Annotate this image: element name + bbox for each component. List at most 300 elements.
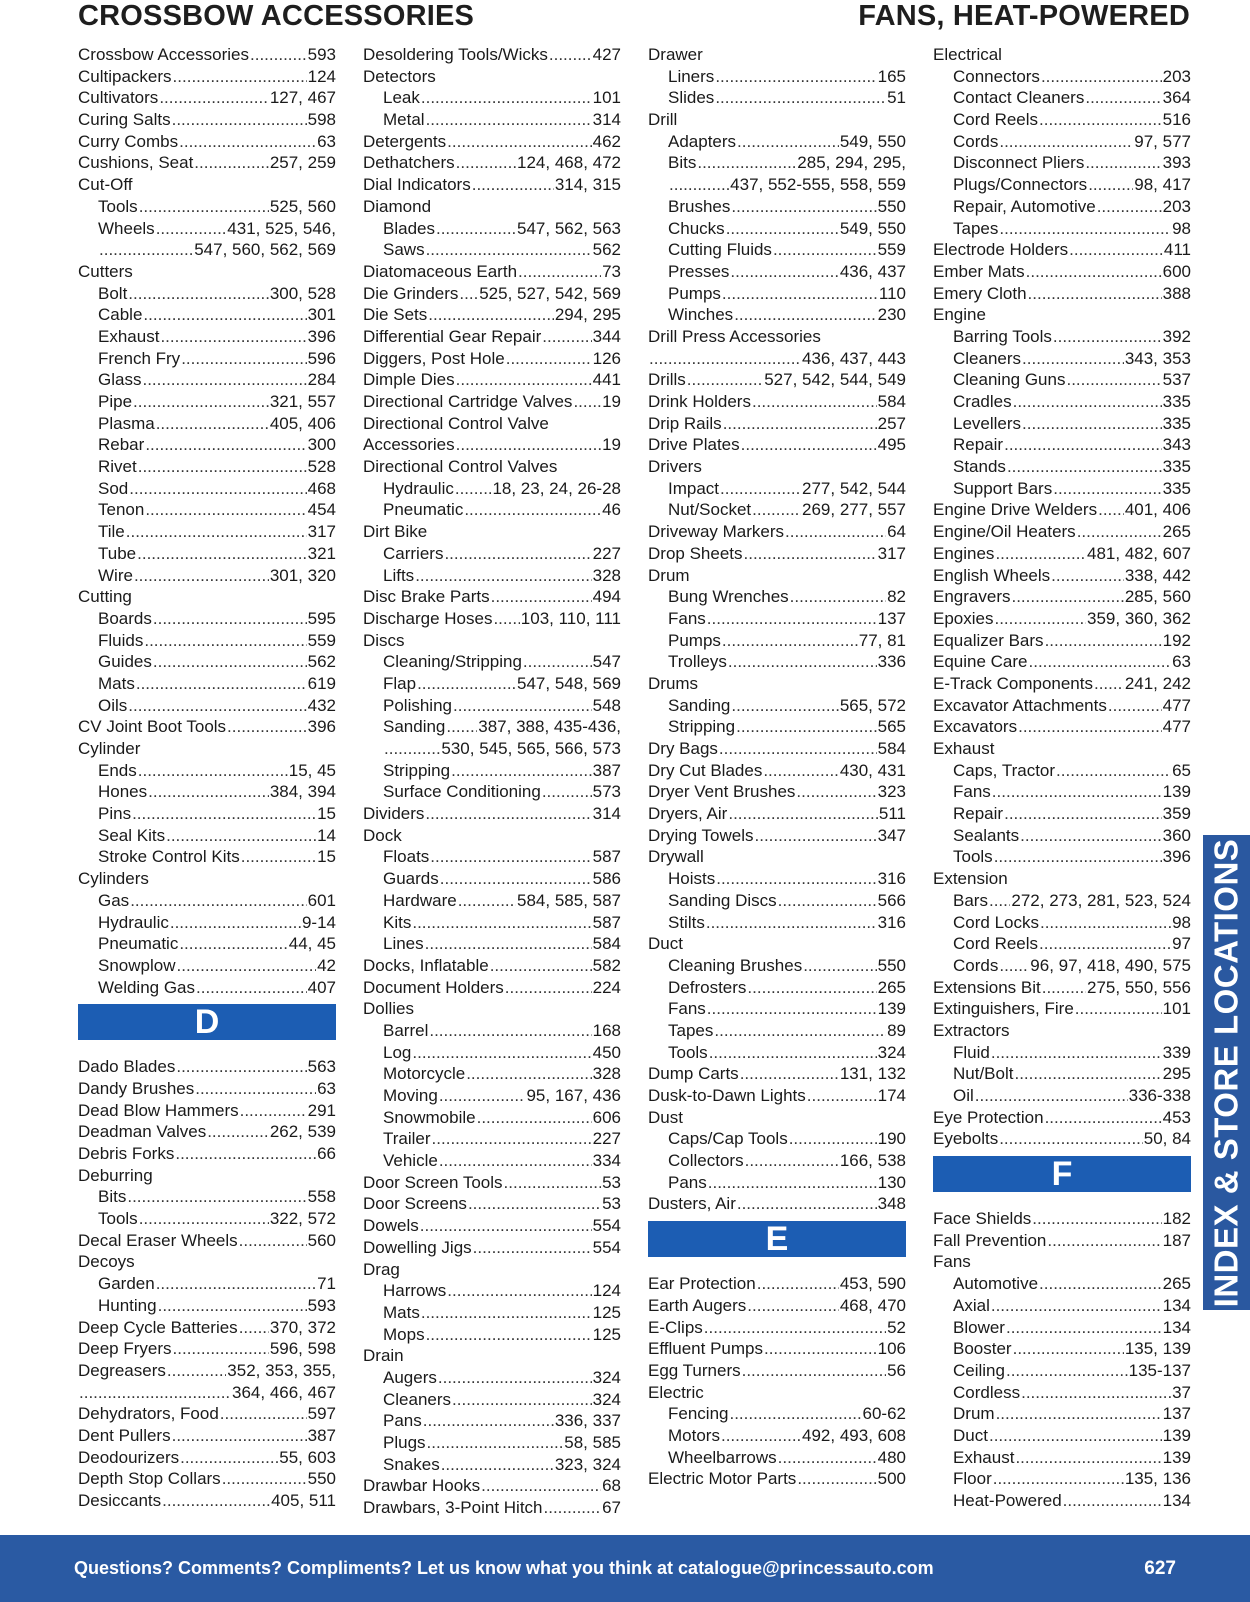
- dot-leader: [773, 239, 877, 261]
- page-references: 587: [592, 912, 621, 932]
- index-term: Cord Reels: [953, 110, 1039, 130]
- page-references: 89: [887, 1020, 906, 1040]
- index-subentry: [363, 87, 621, 109]
- dot-leader: [158, 1295, 307, 1317]
- index-subentry: [78, 1295, 336, 1317]
- dot-leader: [722, 630, 858, 652]
- index-entry: [78, 1165, 336, 1187]
- dot-leader: [179, 933, 287, 955]
- page-references: 359: [1162, 804, 1191, 824]
- index-subentry: [648, 651, 906, 673]
- page-references: 126: [592, 348, 621, 368]
- page-references: 516: [1162, 110, 1191, 130]
- dot-leader: [439, 1085, 526, 1107]
- index-term: Dryer Vent Brushes: [648, 782, 796, 802]
- index-term: Augers: [383, 1367, 437, 1387]
- index-term: Barring Tools: [953, 326, 1052, 346]
- index-term: Tools: [98, 196, 138, 216]
- dot-leader: [669, 174, 729, 196]
- index-subentry: [933, 478, 1191, 500]
- index-subentry: [933, 1468, 1191, 1490]
- index-entry: [648, 434, 906, 456]
- page-references: 481, 482, 607: [1087, 543, 1191, 563]
- page-references: 596: [307, 348, 336, 368]
- page-references: 587: [592, 847, 621, 867]
- index-entry: [933, 651, 1191, 673]
- index-subentry: [933, 1490, 1191, 1512]
- dot-leader: [1022, 348, 1124, 370]
- index-subentry: [648, 998, 906, 1020]
- index-entry: [648, 1107, 906, 1129]
- dot-leader: [207, 1121, 269, 1143]
- page-references: 328: [592, 565, 621, 585]
- index-entry: [78, 1447, 336, 1469]
- index-term: Plasma: [98, 413, 155, 433]
- dot-leader: [757, 1273, 839, 1295]
- dot-leader: [176, 1056, 306, 1078]
- page-references: 130: [877, 1172, 906, 1192]
- index-term: Dusters, Air: [648, 1194, 736, 1214]
- index-term: Detectors: [363, 66, 436, 86]
- dot-leader: [1098, 499, 1124, 521]
- page-references: 348: [877, 1194, 906, 1214]
- page-references: 277, 542, 544: [802, 478, 906, 498]
- index-term: Defrosters: [668, 977, 747, 997]
- index-entry: [933, 44, 1191, 66]
- index-term: Wire: [98, 565, 133, 585]
- index-term: Accessories: [363, 435, 455, 455]
- index-entry: [648, 673, 906, 695]
- index-term: Cord Locks: [953, 912, 1039, 932]
- index-term: Presses: [668, 261, 730, 281]
- page-references: 63: [317, 1078, 336, 1098]
- dot-leader: [518, 261, 601, 283]
- page-references: 300: [307, 435, 336, 455]
- index-term: Ceiling: [953, 1360, 1005, 1380]
- page-references: 606: [592, 1107, 621, 1127]
- index-subentry: [933, 434, 1191, 456]
- index-term: Gas: [98, 890, 130, 910]
- index-subentry: [78, 630, 336, 652]
- index-term: Drawbars, 3-Point Hitch: [363, 1498, 543, 1518]
- index-term: Degreasers: [78, 1360, 166, 1380]
- index-entry: [363, 977, 621, 999]
- index-entry: [78, 174, 336, 196]
- page-references: 37: [1172, 1382, 1191, 1402]
- index-term: Wheels: [98, 218, 155, 238]
- index-term: Discharge Hoses: [363, 608, 493, 628]
- page-references: 468: [307, 478, 336, 498]
- page-references: 265: [877, 977, 906, 997]
- dot-leader: [421, 1302, 592, 1324]
- dot-leader: [172, 109, 307, 131]
- index-term: Plugs: [383, 1433, 426, 1452]
- index-term: Engine/Oil Heaters: [933, 522, 1076, 542]
- index-subentry: [933, 933, 1191, 955]
- page-references: 401, 406: [1124, 500, 1191, 520]
- index-term: Pumps: [668, 630, 721, 650]
- page-references: 66: [317, 1144, 336, 1163]
- page-references: 139: [877, 999, 906, 1019]
- dot-leader: [744, 543, 877, 565]
- index-term: Cleaning Brushes: [668, 955, 803, 975]
- index-subentry: [648, 586, 906, 608]
- index-entry: [363, 326, 621, 348]
- dot-leader: [145, 434, 306, 456]
- index-term: Impact: [668, 478, 720, 498]
- dot-leader: [719, 738, 877, 760]
- dot-leader: [473, 1237, 592, 1259]
- page-references: 396: [1162, 847, 1191, 867]
- dot-leader: [996, 1403, 1162, 1425]
- index-term: Oil: [953, 1086, 974, 1105]
- index-term: Brushes: [668, 196, 731, 216]
- dot-leader: [729, 1403, 861, 1425]
- dot-leader: [723, 413, 877, 435]
- page-references: 269, 277, 557: [802, 500, 906, 520]
- index-subentry: [363, 651, 621, 673]
- index-term: Tapes: [668, 1020, 714, 1040]
- index-subentry: [648, 1020, 906, 1042]
- page-references: 495: [877, 435, 906, 455]
- index-entry: [363, 391, 621, 413]
- index-term: Moving: [383, 1086, 438, 1105]
- dot-leader: [687, 369, 763, 391]
- dot-leader: [731, 196, 876, 218]
- page-references: 584: [877, 739, 906, 758]
- index-term: Seal Kits: [98, 825, 166, 845]
- index-term: Dowels: [363, 1216, 419, 1236]
- index-entry: [363, 413, 621, 435]
- dot-leader: [722, 283, 878, 305]
- index-term: Drywall: [648, 847, 704, 867]
- page-references: 584: [877, 392, 906, 411]
- index-term: Drain: [363, 1346, 404, 1366]
- dot-leader: [1028, 283, 1162, 305]
- dot-leader: [430, 846, 591, 868]
- index-entry: [78, 44, 336, 66]
- dot-leader: [1006, 1360, 1128, 1382]
- index-subentry: [78, 760, 336, 782]
- index-subentry: [78, 846, 336, 868]
- dot-leader: [428, 304, 554, 326]
- index-entry: [363, 998, 621, 1020]
- index-term: Repair: [953, 435, 1004, 455]
- dot-leader: [153, 651, 307, 673]
- index-subentry: [933, 1447, 1191, 1469]
- dot-leader: [136, 673, 307, 695]
- page-references: 559: [307, 630, 336, 650]
- index-term: Ember Mats: [933, 261, 1025, 281]
- dot-leader: [993, 1468, 1124, 1490]
- index-term: Diamond: [363, 196, 432, 216]
- dot-leader: [79, 1382, 231, 1404]
- dot-leader: [731, 695, 838, 717]
- index-subentry: [933, 890, 1191, 912]
- index-term: Duct: [953, 1425, 988, 1445]
- index-term: Flap: [383, 673, 417, 693]
- section-side-tab[interactable]: [1203, 835, 1250, 1310]
- index-term: Deep Cycle Batteries: [78, 1317, 238, 1337]
- page-references: 135-137: [1128, 1360, 1191, 1380]
- dot-leader: [137, 543, 307, 565]
- index-term: Repair, Automotive: [953, 196, 1096, 216]
- page-references: 558: [307, 1187, 336, 1207]
- index-subentry: [363, 738, 621, 760]
- dot-leader: [747, 1295, 839, 1317]
- dot-leader: [181, 348, 306, 370]
- index-subentry: [933, 955, 1191, 977]
- page-references: 77, 81: [858, 630, 906, 650]
- index-entry: [648, 369, 906, 391]
- dot-leader: [734, 304, 876, 326]
- dot-leader: [1021, 1382, 1171, 1404]
- dot-leader: [999, 131, 1133, 153]
- dot-leader: [999, 218, 1171, 240]
- index-term: Motorcycle: [383, 1064, 466, 1084]
- page-references: 131, 132: [839, 1064, 906, 1084]
- index-entry: [363, 304, 621, 326]
- index-term: Hydraulic: [383, 478, 454, 498]
- index-entry: [933, 868, 1191, 890]
- index-term: Pumps: [668, 283, 721, 303]
- page-references: 600: [1162, 261, 1191, 281]
- page-references: 241, 242: [1124, 673, 1191, 693]
- index-term: Duct: [648, 934, 683, 954]
- index-subentry: [933, 109, 1191, 131]
- page-references: 597: [307, 1404, 336, 1424]
- dot-leader: [1015, 1447, 1161, 1469]
- index-term: Extractors: [933, 1020, 1010, 1040]
- index-entry: [363, 131, 621, 153]
- index-term: Drag: [363, 1259, 400, 1279]
- index-subentry: [933, 218, 1191, 240]
- index-entry: [78, 87, 336, 109]
- index-term: Glass: [98, 370, 142, 390]
- page-references: 477: [1162, 717, 1191, 737]
- index-term: Lines: [383, 934, 424, 954]
- page-references: 265: [1162, 522, 1191, 542]
- index-subentry: [78, 955, 336, 977]
- page-references: 336-338: [1128, 1086, 1191, 1105]
- page-references: 547, 560, 562, 569: [194, 240, 336, 260]
- index-subentry: [78, 933, 336, 955]
- index-term: Fluid: [953, 1042, 990, 1062]
- page-references: 370, 372: [269, 1317, 336, 1337]
- index-term: Drills: [648, 370, 686, 390]
- page-references: 300, 528: [269, 283, 336, 303]
- index-entry: [648, 1295, 906, 1317]
- index-subentry: [363, 1454, 621, 1476]
- index-subentry: [78, 912, 336, 934]
- index-entry: [363, 521, 621, 543]
- index-term: Equine Care: [933, 652, 1028, 672]
- dot-leader: [1094, 673, 1124, 695]
- dot-leader: [747, 977, 876, 999]
- index-entry: [648, 781, 906, 803]
- page-references: 582: [592, 955, 621, 975]
- index-entry: [363, 283, 621, 305]
- dot-leader: [730, 261, 838, 283]
- page-references: 262, 539: [269, 1122, 336, 1142]
- index-term: Vehicle: [383, 1151, 438, 1171]
- dot-leader: [994, 846, 1162, 868]
- page-references: 560: [307, 1230, 336, 1250]
- index-term: Caps, Tractor: [953, 760, 1056, 780]
- index-term: Ear Protection: [648, 1274, 756, 1294]
- index-entry: [363, 1193, 621, 1215]
- dot-leader: [752, 391, 877, 413]
- index-term: Dirt Bike: [363, 522, 428, 542]
- index-term: Tile: [98, 522, 125, 542]
- index-term: Electric: [648, 1382, 704, 1402]
- index-term: Fans: [668, 608, 706, 628]
- dot-leader: [415, 565, 591, 587]
- index-entry: [363, 1172, 621, 1194]
- index-term: Dent Pullers: [78, 1425, 171, 1445]
- page-references: 73: [602, 261, 621, 281]
- index-subentry: [933, 1063, 1191, 1085]
- index-term: Saws: [383, 240, 425, 260]
- dot-leader: [1039, 109, 1162, 131]
- index-term: Carriers: [383, 543, 444, 563]
- page-references: 336, 337: [554, 1411, 621, 1431]
- dot-leader: [726, 218, 839, 240]
- index-term: Curry Combs: [78, 131, 179, 151]
- index-subentry: [78, 977, 336, 999]
- index-subentry: [648, 283, 906, 305]
- page-references: 166, 538: [839, 1151, 906, 1171]
- index-term: Surface Conditioning: [383, 782, 541, 802]
- index-term: Effluent Pumps: [648, 1339, 763, 1359]
- index-entry: [648, 803, 906, 825]
- index-term: Dock: [363, 825, 402, 845]
- index-entry: [648, 738, 906, 760]
- page-references: 441: [592, 370, 621, 390]
- index-entry: [363, 630, 621, 652]
- index-term: Trolleys: [668, 652, 727, 672]
- page-references: 601: [307, 890, 336, 910]
- page-references: 101: [1162, 999, 1191, 1019]
- dot-leader: [1063, 1490, 1162, 1512]
- index-term: Extension: [933, 869, 1008, 889]
- index-subentry: [648, 716, 906, 738]
- index-term: Cleaning/Stripping: [383, 652, 522, 672]
- index-subentry: [933, 760, 1191, 782]
- page-references: 101: [592, 88, 621, 108]
- dot-leader: [1045, 630, 1162, 652]
- page-references: 396: [307, 717, 336, 737]
- page-references: 230: [877, 305, 906, 325]
- index-term: Mats: [383, 1302, 420, 1322]
- index-subentry: [933, 1382, 1191, 1404]
- page-references: 593: [307, 1295, 336, 1315]
- page-references: 387: [307, 1425, 336, 1445]
- page-references: 480: [877, 1447, 906, 1467]
- index-term: Cords: [953, 955, 999, 975]
- dot-leader: [737, 1193, 877, 1215]
- index-term: Tools: [98, 1209, 138, 1229]
- index-subentry: [933, 1317, 1191, 1339]
- index-subentry: [363, 846, 621, 868]
- index-term: Electric Motor Parts: [648, 1469, 797, 1489]
- page-references: 134: [1162, 1295, 1191, 1315]
- page-references: 317: [877, 543, 906, 563]
- index-term: Deburring: [78, 1165, 153, 1185]
- page-references: 344: [592, 326, 621, 346]
- page-references: 393: [1162, 153, 1191, 173]
- index-subentry: [933, 1403, 1191, 1425]
- index-subentry: [78, 803, 336, 825]
- index-term: Decoys: [78, 1252, 135, 1272]
- dot-leader: [425, 803, 591, 825]
- index-term: CV Joint Boot Tools: [78, 717, 227, 737]
- index-term: Deep Fryers: [78, 1339, 172, 1359]
- index-subentry: [648, 1403, 906, 1425]
- dot-leader: [241, 846, 316, 868]
- index-term: Curing Salts: [78, 110, 171, 130]
- dot-leader: [1069, 239, 1163, 261]
- page-references: 584: [592, 934, 621, 954]
- index-term: Nut/Socket: [668, 500, 752, 520]
- index-term: Extensions Bit: [933, 977, 1041, 997]
- page-references: 51: [887, 88, 906, 108]
- index-subentry: [933, 66, 1191, 88]
- index-entry: [363, 434, 621, 456]
- dot-leader: [129, 478, 306, 500]
- index-term: Deadman Valves: [78, 1122, 207, 1142]
- dot-leader: [222, 1468, 307, 1490]
- index-term: Dead Blow Hammers: [78, 1100, 239, 1120]
- index-term: Blower: [953, 1317, 1005, 1337]
- dot-leader: [468, 1193, 601, 1215]
- page-references: 335: [1162, 457, 1191, 477]
- index-subentry: [648, 239, 906, 261]
- dot-leader: [1051, 565, 1124, 587]
- index-term: English Wheels: [933, 565, 1051, 585]
- dot-leader: [715, 66, 876, 88]
- page-references: 527, 542, 544, 549: [764, 370, 906, 390]
- index-entry: [78, 738, 336, 760]
- index-entry: [78, 586, 336, 608]
- index-term: Epoxies: [933, 608, 994, 628]
- page-references: 203: [1162, 66, 1191, 86]
- page-references: 103, 110, 111: [520, 608, 621, 628]
- dot-leader: [456, 369, 592, 391]
- index-entry: [78, 1056, 336, 1078]
- index-column-4: [933, 44, 1191, 1512]
- index-entry: [363, 1345, 621, 1367]
- index-entry: [648, 1468, 906, 1490]
- dot-leader: [143, 304, 306, 326]
- page-references: 334: [592, 1151, 621, 1171]
- index-term: Drying Towels: [648, 825, 754, 845]
- index-entry: [933, 304, 1191, 326]
- page-references: 60-62: [862, 1404, 906, 1424]
- index-subentry: [363, 218, 621, 240]
- index-entry: [78, 1230, 336, 1252]
- dot-leader: [789, 1128, 877, 1150]
- dot-leader: [481, 1475, 601, 1497]
- index-entry: [933, 1230, 1191, 1252]
- index-term: Dado Blades: [78, 1057, 176, 1077]
- index-entry: [363, 152, 621, 174]
- index-term: Die Sets: [363, 305, 428, 325]
- index-term: Cleaners: [383, 1389, 452, 1409]
- dot-leader: [1085, 87, 1161, 109]
- index-term: Disc Brake Parts: [363, 587, 490, 607]
- dot-leader: [464, 499, 601, 521]
